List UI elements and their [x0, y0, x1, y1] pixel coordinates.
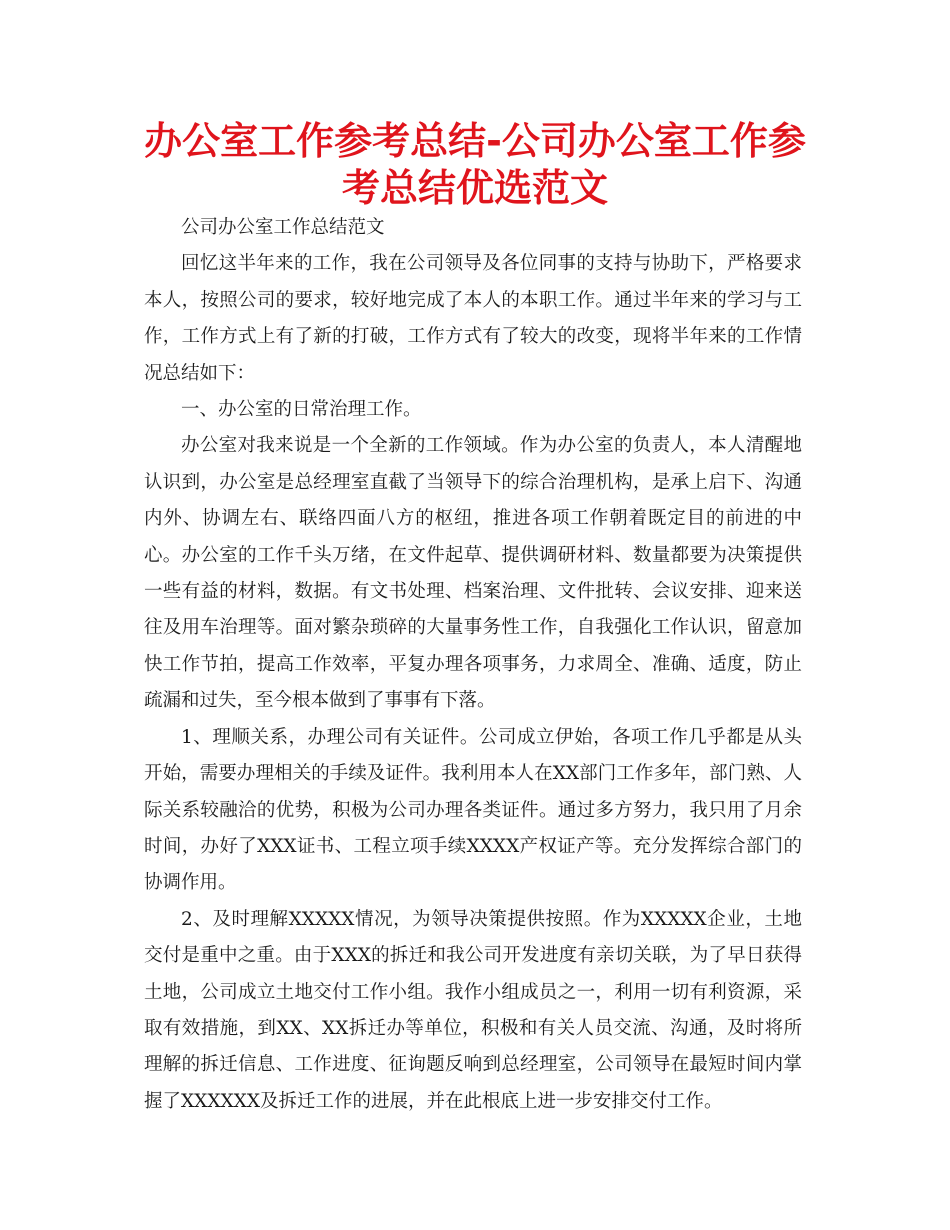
- document-body: [144, 210, 802, 1120]
- paragraph-office-role: 办公室对我来说是一个全新的工作领域。作为办公室的负责人，本人清醒地认识到，办公室是总经理室直截了当领导下的综合治理机构，是承上启下、沟通内外、协调左右、联络四面八方的枢纽，推进各项工作朝着既定目的前进的中心。办公室的工作千头万绪，在文件起草、提供调研材料、数量都要为决策提供一些有益的材料，数据。有文书处理、档案治理、文件批转、会议安排、迎来送往及用车治理等。面对繁杂琐碎的大量事务性工作，自我强化工作认识，留意加快工作节拍，提高工作效率，平复办理各项事务，力求周全、准确、适度，防止疏漏和过失，至今根本做到了事事有下落。: [144, 435, 802, 712]
- paragraph-intro: 回忆这半年来的工作，我在公司领导及各位同事的支持与协助下，严格要求本人，按照公司的要求，较好地完成了本人的本职工作。通过半年来的学习与工作，工作方式上有了新的打破，工作方式有了较大的改变，现将半年来的工作情况总结如下：: [144, 253, 802, 384]
- paragraph-item-2: 2、及时理解XXXXX情况，为领导决策提供按照。作为XXXXX企业，土地交付是重中之重。由于XXX的拆迁和我公司开发进度有亲切关联，为了早日获得土地，公司成立土地交付工作小组。我作小组成员之一，利用一切有利资源，采取有效措施，到XX、XX拆迁办等单位，积极和有关人员交流、沟通，及时将所理解的拆迁信息、工作进度、征询题反响到总经理室，公司领导在最短时间内掌握了XXXXXX及拆迁工作的进展，并在此根底上进一步安排交付工作。: [144, 908, 802, 1112]
- paragraph-section-heading: 一、办公室的日常治理工作。: [181, 399, 422, 421]
- document-title: 办公室工作参考总结-公司办公室工作参考总结优选范文: [144, 119, 806, 210]
- paragraph-item-1: 1、理顺关系，办理公司有关证件。公司成立伊始，各项工作几乎都是从头开始，需要办理相关的手续及证件。我利用本人在XX部门工作多年，部门熟、人际关系较融洽的优势，积极为公司办理各类证件。通过多方努力，我只用了月余时间，办好了XXX证书、工程立项手续XXXX产权证产等。充分发挥综合部门的协调作用。: [144, 726, 802, 894]
- paragraph-subtitle: 公司办公室工作总结范文: [181, 217, 385, 238]
